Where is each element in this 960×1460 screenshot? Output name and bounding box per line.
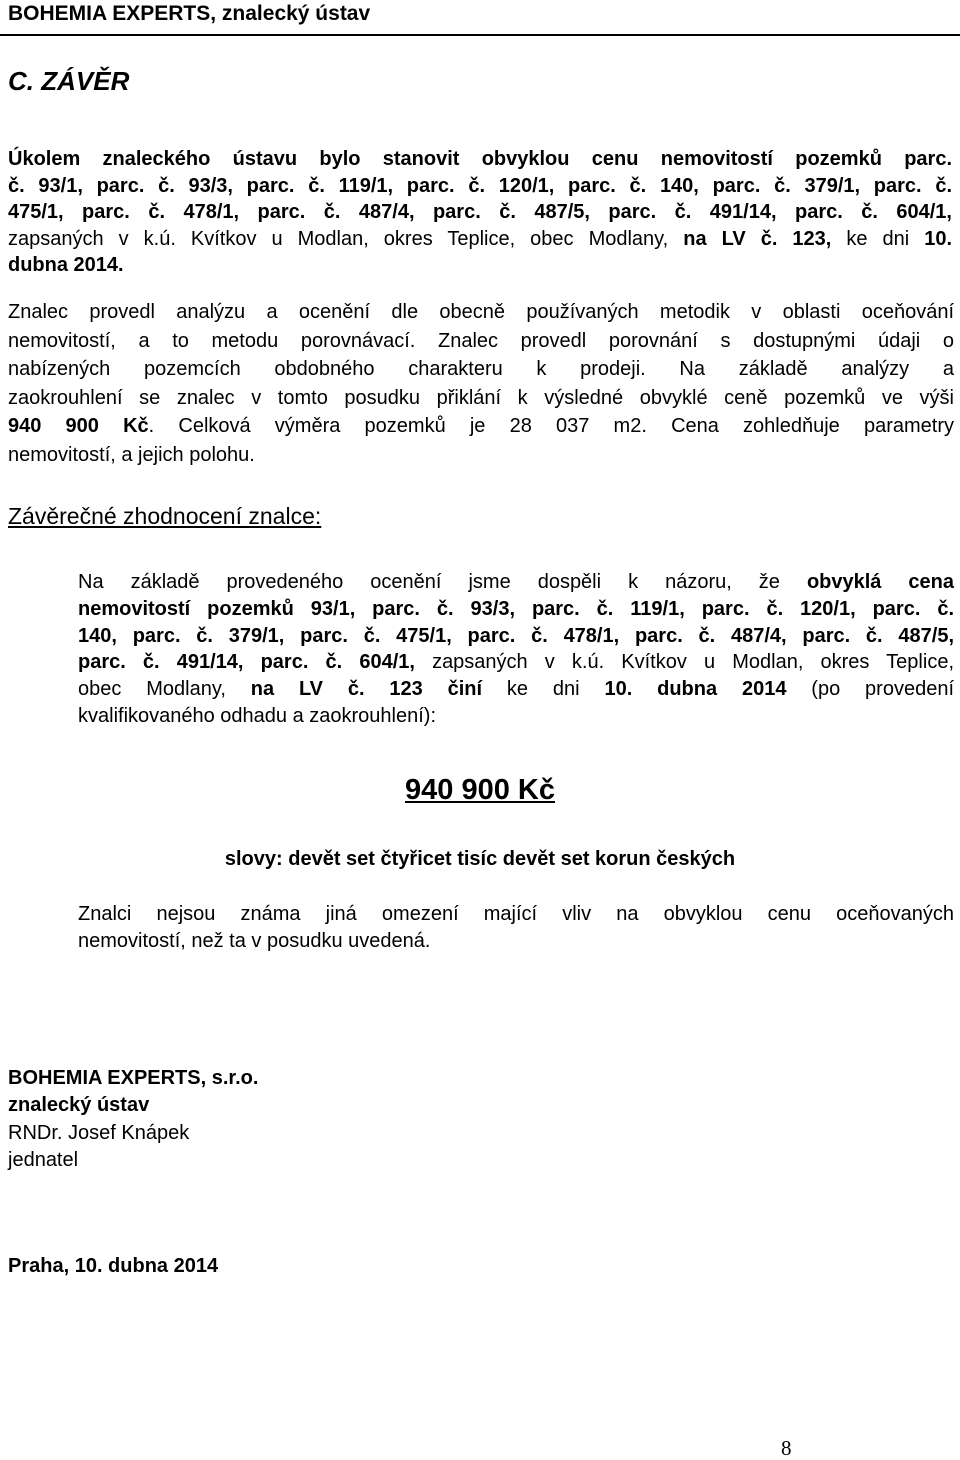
text-line [78,703,954,730]
signature-company: BOHEMIA EXPERTS, s.r.o. [8,1067,259,1089]
text-line [8,146,952,173]
conclusion-heading: Závěrečné zhodnocení znalce: [8,503,322,529]
amount-in-words: slovy: devět set čtyřicet tisíc devět set korun českých [224,848,736,870]
text-line [8,173,952,200]
text-segment: . Celková výměra pozemků je 28 037 m2. Cena zohledňuje parametry [148,415,954,438]
text-segment: 475/1, parc. č. 478/1, parc. č. 487/4, parc. č. 487/5, parc. č. 491/14, parc. č. 604/1, [8,201,952,224]
text-line [78,676,954,703]
text-segment: Znalec provedl analýzu a ocenění dle obecně používaných metodik v oblasti oceňování [8,301,954,323]
text-segment: ke dni [482,678,605,701]
text-segment: obvyklá cena [806,571,955,593]
text-line [8,298,954,327]
text-line [8,252,952,279]
text-line [78,623,954,650]
text-segment: na LV č. 123, [683,227,832,250]
signature-block [8,1065,258,1174]
signature-institute: znalecký ústav [8,1094,150,1117]
text-segment: kvalifikovaného odhadu a zaokrouhlení): [78,704,437,727]
text-segment: nemovitostí, a to metodu porovnávací. Znalec provedl porovnání s dostupnými údaji o [8,329,954,352]
text-line [78,596,954,623]
text-line [8,384,954,413]
page-number: 8 [781,1436,792,1460]
text-segment: ke dni [831,227,925,250]
text-segment: zapsaných v k.ú. Kvítkov u Modlan, okres Teplice, obec Modlany, [8,227,684,250]
text-segment: nemovitostí, než ta v posudku uvedená. [78,929,431,952]
text-segment: dubna 2014. [8,254,124,277]
final-amount-value: 940 900 Kč [405,774,555,806]
text-line [78,928,954,955]
text-line [8,412,954,441]
text-line [8,441,954,470]
final-amount [0,774,960,806]
text-line [78,901,954,928]
signature-name: RNDr. Josef Knápek [8,1121,190,1144]
text-segment: na LV č. 123 činí [250,678,483,701]
text-line [8,355,954,384]
text-segment: 940 900 Kč [8,415,149,438]
text-segment: (po provedení [786,678,955,701]
text-segment: nabízených pozemcích obdobného charakteru k prodeji. Na základě analýzy a [8,358,954,381]
text-segment: 140, parc. č. 379/1, parc. č. 475/1, parc. č. 478/1, parc. č. 487/4, parc. č. 487/5, [78,624,954,647]
text-segment: Úkolem znaleckého ústavu bylo stanovit obvyklou cenu nemovitostí pozemků parc. [8,148,952,170]
text-segment: nemovitostí, a jejich polohu. [8,443,255,466]
text-segment: zaokrouhlení se znalec v tomto posudku přiklání k výsledné obvyklé ceně pozemků ve výši [8,386,954,409]
section-title: C. ZÁVĚR [8,66,130,96]
text-line [8,199,952,226]
header-divider [0,34,960,36]
signature-role: jednatel [8,1148,79,1171]
text-segment: 10. [924,227,953,250]
text-line [8,327,954,356]
text-segment: č. 93/1, parc. č. 93/3, parc. č. 119/1, parc. č. 120/1, parc. č. 140, parc. č. 379/1, parc. č. [8,174,952,197]
text-line [78,649,954,676]
analysis-paragraph [8,298,954,470]
text-segment: Na základě provedeného ocenění jsme dospěli k názoru, že [78,571,807,593]
text-segment: parc. č. 491/14, parc. č. 604/1, [78,651,415,674]
text-line [8,226,952,253]
text-segment: Znalci nejsou známa jiná omezení mající vliv na obvyklou cenu oceňovaných [78,903,954,925]
text-segment: nemovitostí pozemků 93/1, parc. č. 93/3, parc. č. 119/1, parc. č. 120/1, parc. č. [78,597,954,620]
text-line [78,569,954,596]
place-date: Praha, 10. dubna 2014 [8,1255,219,1277]
note-paragraph [78,901,954,954]
text-segment: 10. dubna 2014 [604,678,787,701]
conclusion-paragraph [78,569,954,730]
text-segment: obec Modlany, [78,678,251,701]
task-paragraph [8,146,952,279]
document-header: BOHEMIA EXPERTS, znalecký ústav [8,2,371,25]
text-segment: zapsaných v k.ú. Kvítkov u Modlan, okres Teplice, [414,651,954,674]
